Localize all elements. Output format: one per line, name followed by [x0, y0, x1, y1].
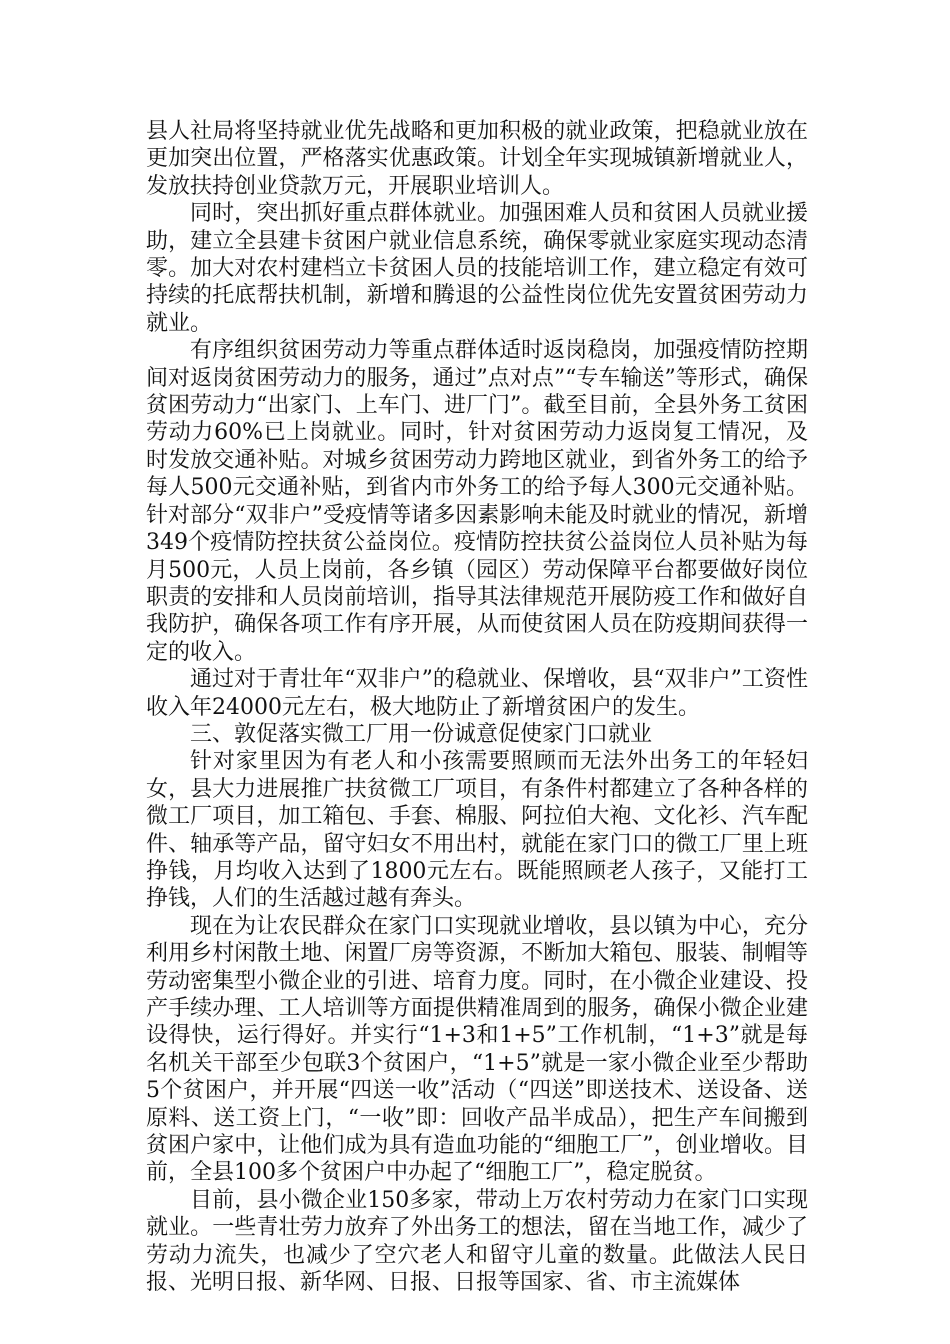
paragraph-6: 现在为让农民群众在家门口实现就业增收，县以镇为中心，充分利用乡村闲散土地、闲置厂房等资源，不断加大箱包、服装、制帽等劳动密集型小微企业的引进、培育力度。同时，在小微企业建设、投产手续办理、工人培训等方面提供精准周到的服务，确保小微企业建设得快，运行得好。并实行“1+3和1+5”工作机制，“1+3”就是每名机关干部至少包联3个贫困户，“1+5”就是一家小微企业至少帮助5个贫困户，并开展“四送一收”活动（“四送”即送技术、送设备、送原料、送工资上门，“一收”即：回收产品半成品），把生产车间搬到贫困户家中，让他们成为具有造血功能的“细胞工厂”，创业增收。目前，全县100多个贫困户中办起了“细胞工厂”，稳定脱贫。 [146, 913, 808, 1186]
paragraph-1: 县人社局将坚持就业优先战略和更加积极的就业政策，把稳就业放在更加突出位置，严格落实优惠政策。计划全年实现城镇新增就业人，发放扶持创业贷款万元，开展职业培训人。 [146, 119, 808, 199]
paragraph-7: 目前，县小微企业150多家，带动上万农村劳动力在家门口实现就业。一些青壮劳力放弃了外出务工的想法，留在当地工作，减少了劳动力流失，也减少了空穴老人和留守儿童的数量。此做法人民日报、光明日报、新华网、日报、日报等国家、省、市主流媒体 [146, 1187, 808, 1296]
paragraph-4: 通过对于青壮年“双非户”的稳就业、保增收，县“双非户”工资性收入年24000元左右，极大地防止了新增贫困户的发生。 [146, 667, 808, 720]
paragraph-2: 同时，突出抓好重点群体就业。加强困难人员和贫困人员就业援助，建立全县建卡贫困户就业信息系统，确保零就业家庭实现动态清零。加大对农村建档立卡贫困人员的技能培训工作，建立稳定有效可持续的托底帮扶机制，新增和腾退的公益性岗位优先安置贫困劳动力就业。 [146, 201, 808, 336]
section-heading: 三、敦促落实微工厂用一份诚意促使家门口就业 [190, 721, 653, 747]
paragraph-3: 有序组织贫困劳动力等重点群体适时返岗稳岗，加强疫情防控期间对返岗贫困劳动力的服务，通过”点对点”“专车输送”等形式，确保贫困劳动力“出家门、上车门、进厂门”。截至目前，全县外务工贫困劳动力60%已上岗就业。同时，针对贫困劳动力返岗复工情况，及时发放交通补贴。对城乡贫困劳动力跨地区就业，到省外务工的给予每人500元交通补贴，到省内市外务工的给予每人300元交通补贴。针对部分“双非户”受疫情等诸多因素影响未能及时就业的情况，新增349个疫情防控扶贫公益岗位。疫情防控扶贫公益岗位人员补贴为每月500元，人员上岗前，各乡镇（园区）劳动保障平台都要做好岗位职责的安排和人员岗前培训，指导其法律规范开展防疫工作和做好自我防护，确保各项工作有序开展，从而使贫困人员在防疫期间获得一定的收入。 [146, 338, 808, 665]
document-page [146, 118, 808, 1296]
paragraph-5: 针对家里因为有老人和小孩需要照顾而无法外出务工的年轻妇女，县大力进展推广扶贫微工厂项目，有条件村都建立了各种各样的微工厂项目，加工箱包、手套、棉服、阿拉伯大袍、文化衫、汽车配件、轴承等产品，留守妇女不用出村，就能在家门口的微工厂里上班挣钱，月均收入达到了1800元左右。既能照顾老人孩子，又能打工挣钱，人们的生活越过越有奔头。 [146, 749, 808, 912]
